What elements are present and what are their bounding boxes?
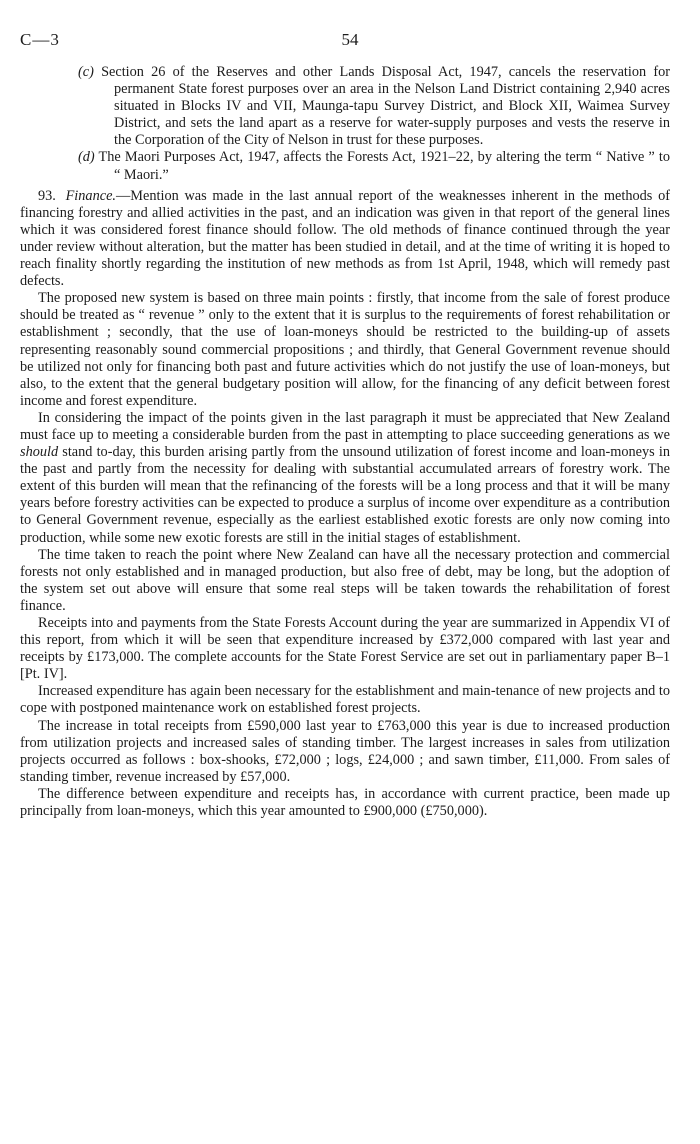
- list-item: [20, 149, 670, 183]
- paragraph-text: —Mention was made in the last annual report of the weaknesses inherent in the methods of financing forestry and allied activities in the past, and an indication was given in that report of the general lines which it was considered forest finance should follow. The old methods of finance continued through the year under review without alteration, but the matter has been studied in detail, and at the time of writing it is hoped to reach finality shortly regarding the institution of new methods as from 1st April, 1948, which will remedy past defects.: [20, 187, 670, 290]
- paragraph: [20, 410, 670, 547]
- paragraph: The difference between expenditure and receipts has, in accordance with current practice, been made up principally from loan-moneys, which this year amounted to £900,000 (£750,000).: [20, 785, 670, 820]
- emphasis-text: should: [20, 444, 59, 461]
- list-item-text: Section 26 of the Reserves and other Lands Disposal Act, 1947, cancels the reservation for permanent State forest purposes over an area in the Nelson Land District containing 2,940 acres situated in Blocks IV and VII, Maunga-tapu Survey District, and Block XII, Waimea Survey District, and sets the land apart as a reserve for water-supply purposes and vests the reserve in the Corporation of the City of Nelson in trust for these purposes.: [101, 64, 671, 149]
- paragraph: Receipts into and payments from the State Forests Account during the year are summarized in Appendix VI of this report, from which it will be seen that expenditure increased by £372,000 compared with last year and receipts by £173,000. The complete accounts for the State Forest Service are set out in parliamentary paper B–1 [Pt. IV].: [20, 615, 670, 683]
- paragraph-finance: [20, 188, 670, 291]
- page-header: [20, 30, 680, 54]
- paragraph: The time taken to reach the point where New Zealand can have all the necessary protection and commercial forests not only established and in managed production, but also free of debt, may be long, but the adoption of the system set out above will ensure that some real steps will be taken towards the rehabilitation of forest finance.: [20, 546, 670, 614]
- paragraph-text: stand to-day, this burden arising partly from the unsound utilization of forest income and loan-moneys in the past and partly from the necessity for dealing with substantial accumulated arrears of forestry work. The extent of this burden will mean that the refinancing of the forests will be a long process and that it will be many years before forestry activities can be expected to produce a surplus of income over expenditure as a contribution to General Government revenue, especially as the earliest established exotic forests are only now coming into production, while some new exotic forests are still in the initial stages of establishment.: [20, 444, 670, 546]
- paragraph: The increase in total receipts from £590,000 last year to £763,000 this year is due to increased production from utilization projects and increased sales of standing timber. The largest increases in sales from utilization projects occurred as follows : box-shooks, £72,000 ; logs, £24,000 ; and sawn timber, £11,000. From sales of standing timber, revenue increased by £57,000.: [20, 717, 670, 785]
- list-item-text: The Maori Purposes Act, 1947, affects the Forests Act, 1921–22, by altering the term “ Native ” to “ Maori.”: [98, 149, 670, 183]
- document-code: C—3: [20, 30, 60, 49]
- list-item-marker: (c): [78, 64, 94, 80]
- paragraph: Increased expenditure has again been necessary for the establishment and main-tenance of new projects and to cope with postponed maintenance work on established forest projects.: [20, 683, 670, 717]
- page-number: 54: [341, 30, 359, 49]
- list-item-marker: (d): [78, 149, 95, 166]
- page-body: [20, 64, 670, 820]
- list-item: [20, 64, 670, 149]
- paragraph-heading: Finance.: [65, 187, 116, 204]
- paragraph-number: 93.: [38, 187, 56, 204]
- paragraph: The proposed new system is based on three main points : firstly, that income from the sale of forest produce should be treated as “ revenue ” only to the extent that it is surplus to the requirements of forest rehabilitation or establishment ; secondly, that the use of loan-moneys should be restricted to the building-up of assets representing reasonably sound commercial propositions ; and thirdly, that General Government revenue should be utilized not only for financing both past and future activities which do not justify the use of loan-moneys, but also, to the extent that the general budgetary position will allow, for the financing of any deficit between forest income and forest expenditure.: [20, 290, 670, 409]
- paragraph-text: In considering the impact of the points given in the last paragraph it must be appreciated that New Zealand must face up to meeting a considerable burden from the past in attempting to place succeeding generations as we: [20, 409, 670, 443]
